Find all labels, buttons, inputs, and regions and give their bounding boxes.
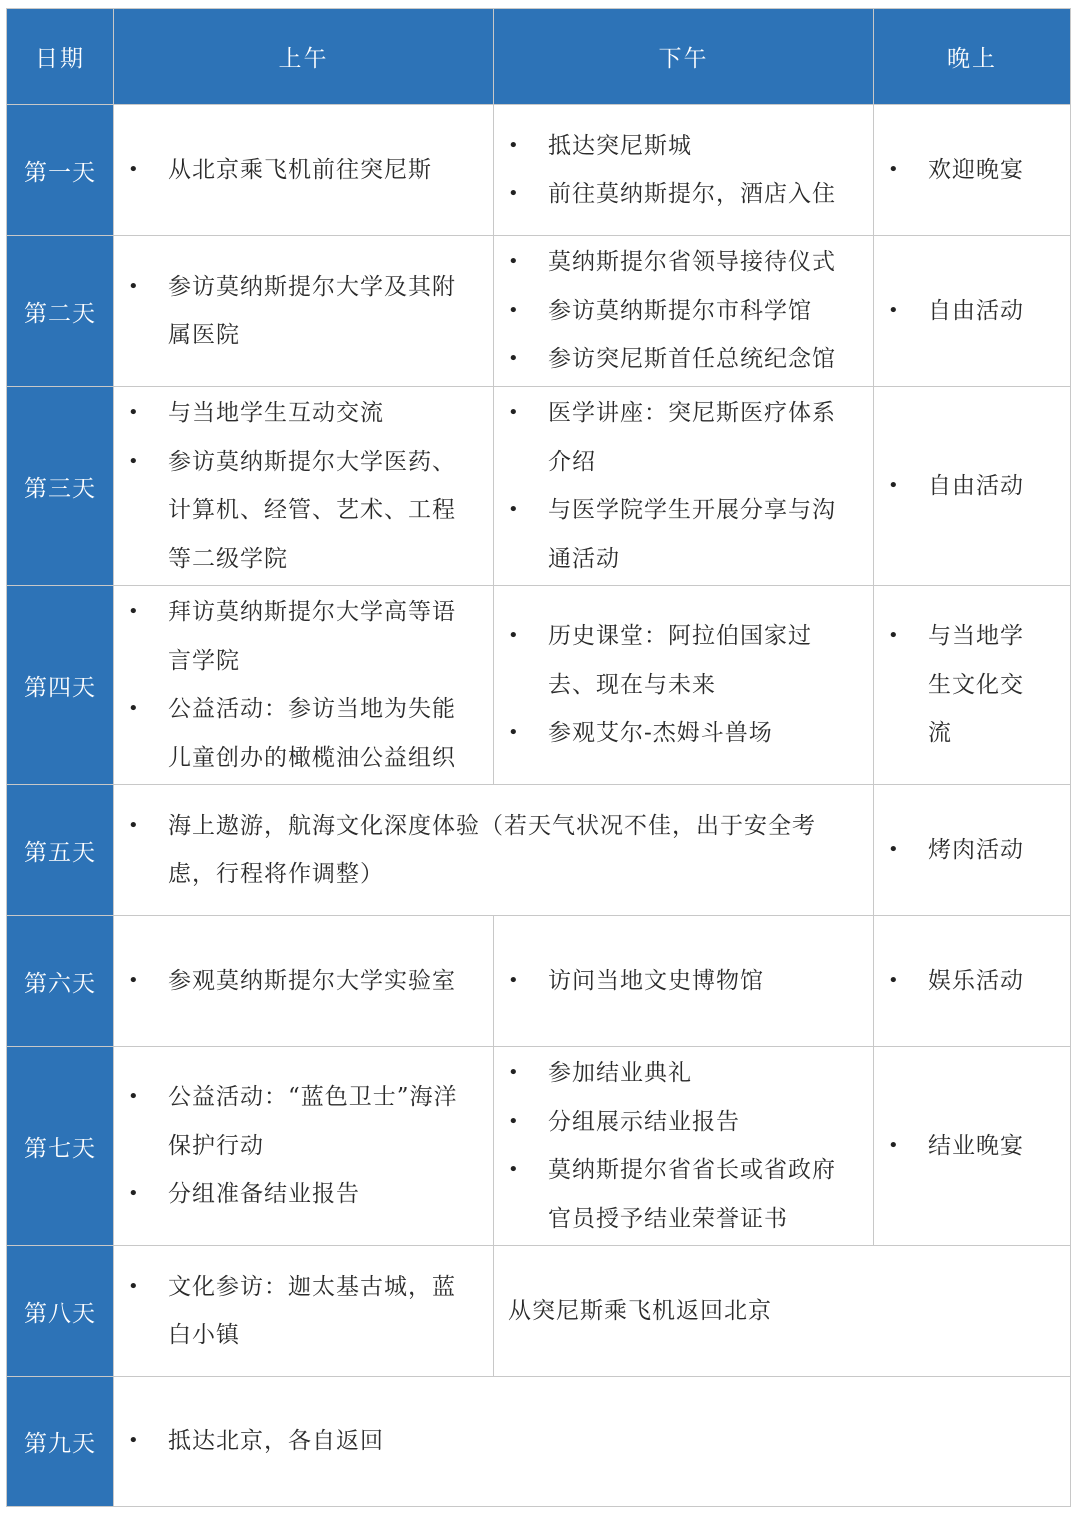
item-text: 分组展示结业报告 (548, 1108, 740, 1135)
header-morning: 上午 (114, 9, 494, 105)
list-item (128, 1170, 467, 1219)
list-item (128, 389, 467, 438)
list-item (508, 1146, 847, 1243)
list-item (888, 1122, 1044, 1171)
list-item (128, 1263, 467, 1360)
list-item (508, 287, 847, 336)
bullet-icon: • (888, 1134, 900, 1156)
item-text: 参访莫纳斯提尔市科学馆 (548, 297, 812, 324)
bullet-icon: • (508, 1159, 520, 1180)
bullet-icon: • (888, 969, 900, 991)
list-item (508, 122, 847, 171)
list-item (128, 146, 467, 195)
day-row-7 (7, 1047, 1071, 1246)
bullet-icon: • (508, 625, 520, 647)
item-text: 抵达突尼斯城 (548, 132, 692, 159)
evening-cell (874, 236, 1071, 387)
list-item (128, 1417, 1044, 1466)
item-text: 结业晚宴 (928, 1132, 1024, 1159)
day-row-4 (7, 586, 1071, 785)
item-text: 分组准备结业报告 (168, 1181, 360, 1208)
item-text: 公益活动：参访当地为失能儿童创办的橄榄油公益组织 (168, 696, 456, 771)
evening-cell (874, 785, 1071, 916)
bullet-icon: • (128, 158, 140, 180)
list-item (508, 238, 847, 287)
list-item (128, 588, 467, 685)
day-label: 第四天 (7, 586, 114, 785)
list-item (508, 1049, 847, 1098)
list-item (128, 685, 467, 782)
item-text: 拜访莫纳斯提尔大学高等语言学院 (168, 599, 456, 674)
item-text: 参访莫纳斯提尔大学医药、计算机、经管、艺术、工程等二级学院 (168, 448, 456, 572)
header-afternoon: 下午 (494, 9, 874, 105)
list-item (508, 335, 847, 384)
bullet-icon: • (508, 183, 520, 204)
bullet-icon: • (128, 1086, 140, 1108)
day-row-3 (7, 387, 1071, 586)
afternoon-cell (494, 387, 874, 586)
evening-cell (874, 105, 1071, 236)
bullet-icon: • (508, 499, 520, 520)
item-text: 娱乐活动 (928, 967, 1024, 994)
item-text: 参加结业典礼 (548, 1060, 692, 1086)
item-text: 莫纳斯提尔省省长或省政府官员授予结业荣誉证书 (548, 1157, 836, 1232)
list-item (508, 389, 847, 486)
evening-cell (874, 387, 1071, 586)
morning-afternoon-cell (114, 785, 874, 916)
bullet-icon: • (508, 1062, 520, 1083)
day-label: 第一天 (7, 105, 114, 236)
bullet-icon: • (508, 722, 520, 744)
bullet-icon: • (888, 838, 900, 860)
bullet-icon: • (508, 251, 520, 273)
item-text: 参访莫纳斯提尔大学及其附属医院 (168, 273, 456, 348)
list-item (888, 612, 1044, 758)
item-text: 访问当地文史博物馆 (548, 967, 764, 994)
day-label: 第二天 (7, 236, 114, 387)
day-label: 第六天 (7, 916, 114, 1047)
item-text: 文化参访：迦太基古城，蓝白小镇 (168, 1273, 456, 1348)
item-text: 欢迎晚宴 (928, 156, 1024, 183)
bullet-icon: • (128, 1183, 140, 1205)
evening-cell (874, 916, 1071, 1047)
item-text: 从北京乘飞机前往突尼斯 (168, 156, 432, 183)
item-text: 医学讲座：突尼斯医疗体系介绍 (548, 400, 836, 475)
list-item (128, 1073, 467, 1170)
day-label: 第三天 (7, 387, 114, 586)
list-item (128, 802, 847, 899)
item-text: 从突尼斯乘飞机返回北京 (508, 1297, 772, 1324)
bullet-icon: • (888, 299, 900, 321)
afternoon-evening-cell (494, 1246, 1071, 1377)
list-item (508, 709, 847, 758)
header-evening: 晚上 (874, 9, 1071, 105)
day-row-5 (7, 785, 1071, 916)
bullet-icon: • (128, 1275, 140, 1297)
item-text: 前往莫纳斯提尔，酒店入住 (548, 181, 836, 207)
bullet-icon: • (508, 299, 520, 321)
afternoon-cell (494, 916, 874, 1047)
bullet-icon: • (888, 625, 900, 647)
day-row-6 (7, 916, 1071, 1047)
bullet-icon: • (128, 969, 140, 991)
item-text: 抵达北京，各自返回 (168, 1428, 384, 1455)
item-text: 参访突尼斯首任总统纪念馆 (548, 346, 836, 373)
item-text: 参观莫纳斯提尔大学实验室 (168, 967, 456, 994)
item-text: 与医学院学生开展分享与沟通活动 (548, 497, 836, 572)
bullet-icon: • (128, 1430, 140, 1452)
day-label: 第八天 (7, 1246, 114, 1377)
afternoon-cell (494, 586, 874, 785)
item-text: 历史课堂：阿拉伯国家过去、现在与未来 (548, 623, 812, 698)
bullet-icon: • (128, 402, 140, 423)
item-text: 自由活动 (928, 297, 1024, 324)
bullet-icon: • (128, 275, 140, 297)
bullet-icon: • (128, 450, 140, 472)
day-row-1 (7, 105, 1071, 236)
bullet-icon: • (508, 402, 520, 423)
list-item (508, 957, 847, 1006)
morning-cell (114, 105, 494, 236)
day-row-8 (7, 1246, 1071, 1377)
bullet-icon: • (508, 134, 520, 156)
item-text: 海上遨游，航海文化深度体验（若天气状况不佳，出于安全考虑，行程将作调整） (168, 812, 816, 887)
bullet-icon: • (508, 1110, 520, 1132)
item-text: 莫纳斯提尔省领导接待仪式 (548, 249, 836, 276)
afternoon-cell (494, 236, 874, 387)
day-label: 第七天 (7, 1047, 114, 1246)
item-text: 与当地学生文化交流 (928, 623, 1024, 747)
item-text: 与当地学生互动交流 (168, 400, 384, 426)
list-item (508, 170, 847, 219)
all-day-cell (114, 1377, 1071, 1507)
item-text: 参观艾尔-杰姆斗兽场 (548, 720, 773, 747)
bullet-icon: • (128, 601, 140, 622)
header-row (7, 9, 1071, 105)
day-label: 第五天 (7, 785, 114, 916)
morning-cell (114, 586, 494, 785)
day-row-9 (7, 1377, 1071, 1507)
header-date: 日期 (7, 9, 114, 105)
item-text: 公益活动：“蓝色卫士”海洋保护行动 (168, 1084, 458, 1159)
list-item (888, 826, 1044, 875)
list-item (508, 612, 847, 709)
bullet-icon: • (888, 158, 900, 180)
list-item (508, 486, 847, 583)
morning-cell (114, 236, 494, 387)
bullet-icon: • (508, 969, 520, 991)
list-item (888, 146, 1044, 195)
list-item (888, 462, 1044, 511)
list-item (508, 1098, 847, 1147)
list-item (888, 287, 1044, 336)
bullet-icon: • (128, 698, 140, 719)
itinerary-table (6, 8, 1071, 1507)
list-item (888, 957, 1044, 1006)
morning-cell (114, 1047, 494, 1246)
list-item (128, 263, 467, 360)
morning-cell (114, 916, 494, 1047)
bullet-icon: • (888, 474, 900, 496)
list-item (128, 957, 467, 1006)
morning-cell (114, 1246, 494, 1377)
day-label: 第九天 (7, 1377, 114, 1507)
afternoon-cell (494, 1047, 874, 1246)
afternoon-cell (494, 105, 874, 236)
item-text: 自由活动 (928, 472, 1024, 499)
bullet-icon: • (508, 348, 520, 370)
list-item (128, 438, 467, 584)
bullet-icon: • (128, 814, 140, 836)
evening-cell (874, 586, 1071, 785)
item-text: 烤肉活动 (928, 836, 1024, 863)
morning-cell (114, 387, 494, 586)
evening-cell (874, 1047, 1071, 1246)
day-row-2 (7, 236, 1071, 387)
